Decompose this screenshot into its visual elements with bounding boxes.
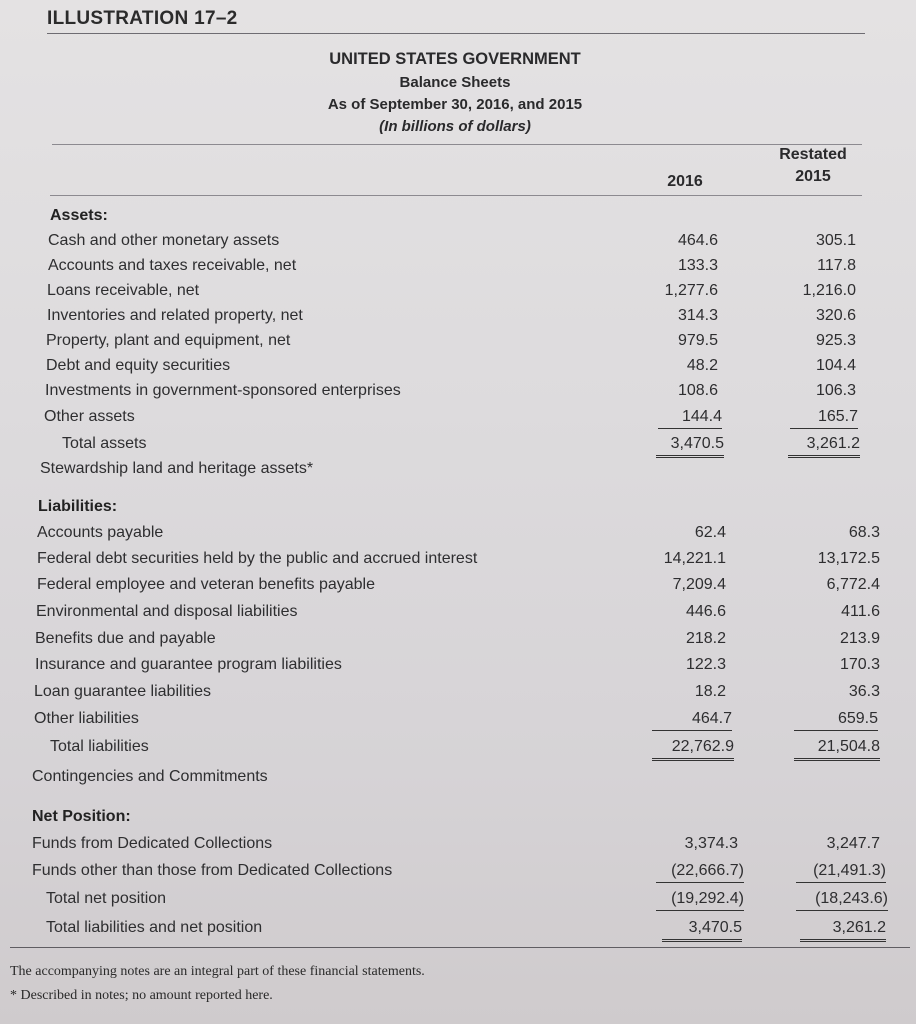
value-2016: 22,762.9: [652, 734, 734, 761]
table-row: [0, 328, 916, 354]
table-row: [0, 599, 916, 625]
table-row-total: [0, 734, 916, 760]
statement-units: (In billions of dollars): [379, 118, 531, 135]
assets-heading: Assets:: [50, 207, 108, 224]
value-2015: 1,216.0: [802, 282, 856, 299]
row-label: Inventories and related property, net: [47, 307, 303, 324]
table-row: [0, 831, 916, 857]
row-label: Loans receivable, net: [47, 282, 200, 299]
table-row: [0, 353, 916, 379]
table-row: [0, 679, 916, 705]
stewardship-assets-label: Stewardship land and heritage assets*: [40, 460, 314, 477]
statement-title: UNITED STATES GOVERNMENT: [329, 50, 581, 68]
value-2016: 464.7: [652, 706, 732, 731]
row-label: Funds other than those from Dedicated Collections: [32, 862, 393, 879]
value-2016: 446.6: [685, 603, 726, 620]
value-2016: 3,470.5: [662, 915, 742, 942]
row-label: Federal employee and veteran benefits payable: [37, 576, 375, 593]
value-2015: 3,261.2: [800, 915, 886, 942]
value-2016: 133.3: [677, 257, 718, 274]
table-row: [0, 253, 916, 279]
net-position-heading: Net Position:: [32, 808, 131, 825]
value-2015: 305.1: [815, 232, 856, 249]
column-header-2015: [768, 144, 858, 188]
header-rule-upper: [52, 144, 862, 145]
row-label: Total assets: [62, 435, 147, 452]
value-2015: 21,504.8: [794, 734, 880, 761]
value-2015: 36.3: [848, 683, 880, 700]
row-label: Loan guarantee liabilities: [34, 683, 212, 700]
value-2016: 314.3: [677, 307, 718, 324]
value-2015: 6,772.4: [826, 576, 880, 593]
value-2016: 122.3: [685, 656, 726, 673]
liabilities-heading: Liabilities:: [38, 498, 118, 515]
column-header-2015-year: 2015: [795, 168, 831, 185]
row-label: Benefits due and payable: [35, 630, 216, 647]
row-label: Total liabilities and net position: [46, 919, 263, 936]
table-row: [0, 520, 916, 546]
row-label: Accounts and taxes receivable, net: [48, 257, 297, 274]
table-row: [0, 706, 916, 732]
table-row-total: [0, 886, 916, 912]
value-2016: 3,470.5: [656, 431, 724, 458]
row-label: Environmental and disposal liabilities: [36, 603, 298, 620]
value-2016: 979.5: [677, 332, 718, 349]
table-row: [0, 652, 916, 678]
statement-date: As of September 30, 2016, and 2015: [327, 96, 583, 113]
row-label: Insurance and guarantee program liabilities: [35, 656, 342, 673]
value-2016: 1,277.6: [664, 282, 718, 299]
value-2016: 18.2: [694, 683, 726, 700]
value-2016: 48.2: [686, 357, 718, 374]
value-2016: 3,374.3: [684, 835, 738, 852]
table-row: [0, 303, 916, 329]
table-row: [0, 572, 916, 598]
value-2015: 659.5: [794, 706, 878, 731]
row-label: Debt and equity securities: [46, 357, 231, 374]
value-2016: 218.2: [685, 630, 726, 647]
value-2015: 104.4: [815, 357, 856, 374]
value-2016: (19,292.4): [656, 886, 744, 911]
row-label: Total liabilities: [50, 738, 149, 755]
value-2015: (21,491.3): [796, 858, 886, 883]
table-row: [0, 546, 916, 572]
table-row: [0, 626, 916, 652]
value-2015: (18,243.6): [796, 886, 888, 911]
footnote-asterisk: * Described in notes; no amount reported here.: [10, 988, 273, 1003]
value-2015: 170.3: [839, 656, 880, 673]
row-label: Property, plant and equipment, net: [46, 332, 291, 349]
value-2016: 464.6: [677, 232, 718, 249]
value-2016: 62.4: [694, 524, 726, 541]
bottom-rule: [10, 947, 910, 948]
value-2015: 411.6: [841, 603, 880, 620]
statement-subtitle: Balance Sheets: [399, 74, 511, 91]
table-row: [0, 228, 916, 254]
value-2015: 3,247.7: [826, 835, 880, 852]
contingencies-label: Contingencies and Commitments: [32, 768, 268, 785]
row-label: Cash and other monetary assets: [48, 232, 280, 249]
row-label: Federal debt securities held by the public and accrued interest: [37, 550, 478, 567]
footnote-notes: The accompanying notes are an integral part of these financial statements.: [10, 964, 425, 979]
value-2015: 13,172.5: [817, 550, 880, 567]
value-2016: 7,209.4: [672, 576, 726, 593]
table-row: [0, 378, 916, 404]
value-2016: 108.6: [677, 382, 718, 399]
value-2016: (22,666.7): [656, 858, 744, 883]
table-row: [0, 278, 916, 304]
value-2015: 925.3: [815, 332, 856, 349]
value-2015: 106.3: [815, 382, 856, 399]
value-2015: 3,261.2: [788, 431, 860, 458]
value-2015: 165.7: [790, 404, 858, 429]
top-rule: [47, 33, 865, 34]
value-2015: 213.9: [839, 630, 880, 647]
row-label: Accounts payable: [37, 524, 164, 541]
row-label: Other assets: [44, 408, 135, 425]
row-label: Investments in government-sponsored enterprises: [45, 382, 401, 399]
header-rule-lower: [50, 195, 862, 196]
row-label: Total net position: [46, 890, 167, 907]
table-row-total: [0, 431, 916, 457]
value-2016: 144.4: [658, 404, 722, 429]
column-header-restated: Restated: [779, 146, 847, 163]
value-2016: 14,221.1: [663, 550, 726, 567]
value-2015: 117.8: [817, 257, 856, 274]
value-2015: 320.6: [815, 307, 856, 324]
row-label: Other liabilities: [34, 710, 139, 727]
table-row: [0, 404, 916, 430]
column-header-2016: 2016: [667, 173, 703, 190]
value-2015: 68.3: [848, 524, 880, 541]
table-row-total: [0, 915, 916, 941]
row-label: Funds from Dedicated Collections: [32, 835, 273, 852]
table-row: [0, 858, 916, 884]
illustration-label: ILLUSTRATION 17–2: [47, 8, 238, 29]
